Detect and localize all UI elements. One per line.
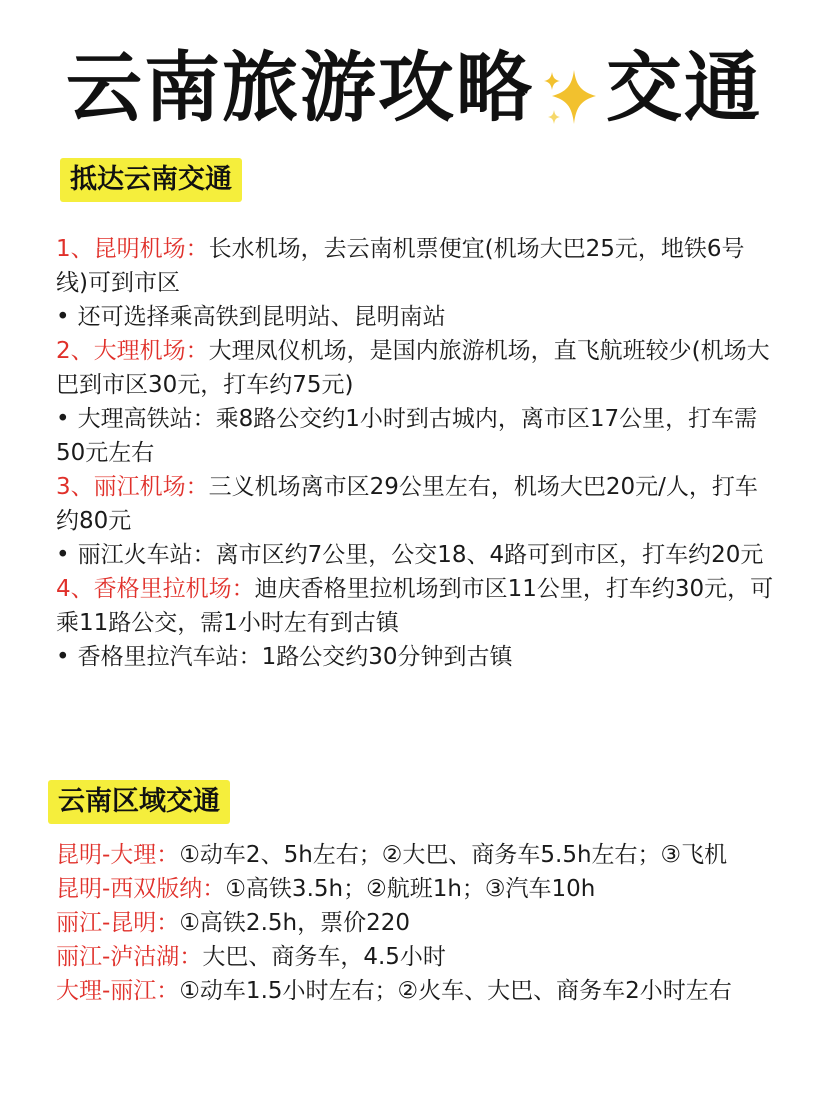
arrival-list bbox=[56, 232, 776, 674]
arrival-item-lijiang bbox=[56, 470, 776, 538]
section-heading-arrival: 抵达云南交通 bbox=[60, 158, 242, 202]
arrival-bullet: • 大理高铁站：乘8路公交约1小时到古城内，离市区17公里，打车需50元左右 bbox=[56, 402, 776, 470]
route-item bbox=[56, 974, 776, 1008]
arrival-bullet: • 香格里拉汽车站：1路公交约30分钟到古镇 bbox=[56, 640, 776, 674]
regional-list bbox=[56, 838, 776, 1008]
item-text: 大理凤仪机场，是国内旅游机场，直飞航班较少(机场大巴到市区30元，打车约75元) bbox=[56, 338, 770, 398]
route-text: ①动车1.5小时左右；②火车、大巴、商务车2小时左右 bbox=[179, 978, 732, 1004]
page-title bbox=[0, 38, 828, 138]
item-label: 2、大理机场： bbox=[56, 338, 209, 364]
route-label: 大理-丽江： bbox=[56, 978, 180, 1004]
route-text: ①动车2、5h左右；②大巴、商务车5.5h左右；③飞机 bbox=[179, 842, 728, 868]
item-text: 三义机场离市区29公里左右，机场大巴20元/人，打车约80元 bbox=[56, 474, 758, 534]
route-label: 昆明-大理： bbox=[56, 842, 180, 868]
item-label: 1、昆明机场： bbox=[56, 236, 209, 262]
route-text: ①高铁2.5h，票价220 bbox=[179, 910, 410, 936]
route-item bbox=[56, 906, 776, 940]
arrival-item-dali bbox=[56, 334, 776, 402]
route-text: 大巴、商务车，4.5小时 bbox=[202, 944, 446, 970]
route-item bbox=[56, 872, 776, 906]
arrival-item-shangrila bbox=[56, 572, 776, 640]
arrival-item-kunming bbox=[56, 232, 776, 300]
title-main: 云南旅游攻略 bbox=[66, 43, 534, 132]
route-item bbox=[56, 940, 776, 974]
route-text: ①高铁3.5h；②航班1h；③汽车10h bbox=[225, 876, 596, 902]
route-label: 丽江-昆明： bbox=[56, 910, 180, 936]
title-sub: 交通 bbox=[606, 43, 762, 132]
sparkle-icon bbox=[538, 58, 602, 128]
section-heading-regional: 云南区域交通 bbox=[48, 780, 230, 824]
item-text: 长水机场，去云南机票便宜(机场大巴25元，地铁6号线)可到市区 bbox=[56, 236, 745, 296]
item-label: 3、丽江机场： bbox=[56, 474, 209, 500]
route-item bbox=[56, 838, 776, 872]
item-text: 迪庆香格里拉机场到市区11公里，打车约30元，可乘11路公交，需1小时左有到古镇 bbox=[56, 576, 774, 636]
route-label: 昆明-西双版纳： bbox=[56, 876, 226, 902]
arrival-bullet: • 丽江火车站：离市区约7公里，公交18、4路可到市区，打车约20元 bbox=[56, 538, 776, 572]
item-label: 4、香格里拉机场： bbox=[56, 576, 255, 602]
arrival-bullet: • 还可选择乘高铁到昆明站、昆明南站 bbox=[56, 300, 776, 334]
route-label: 丽江-泸沽湖： bbox=[56, 944, 203, 970]
